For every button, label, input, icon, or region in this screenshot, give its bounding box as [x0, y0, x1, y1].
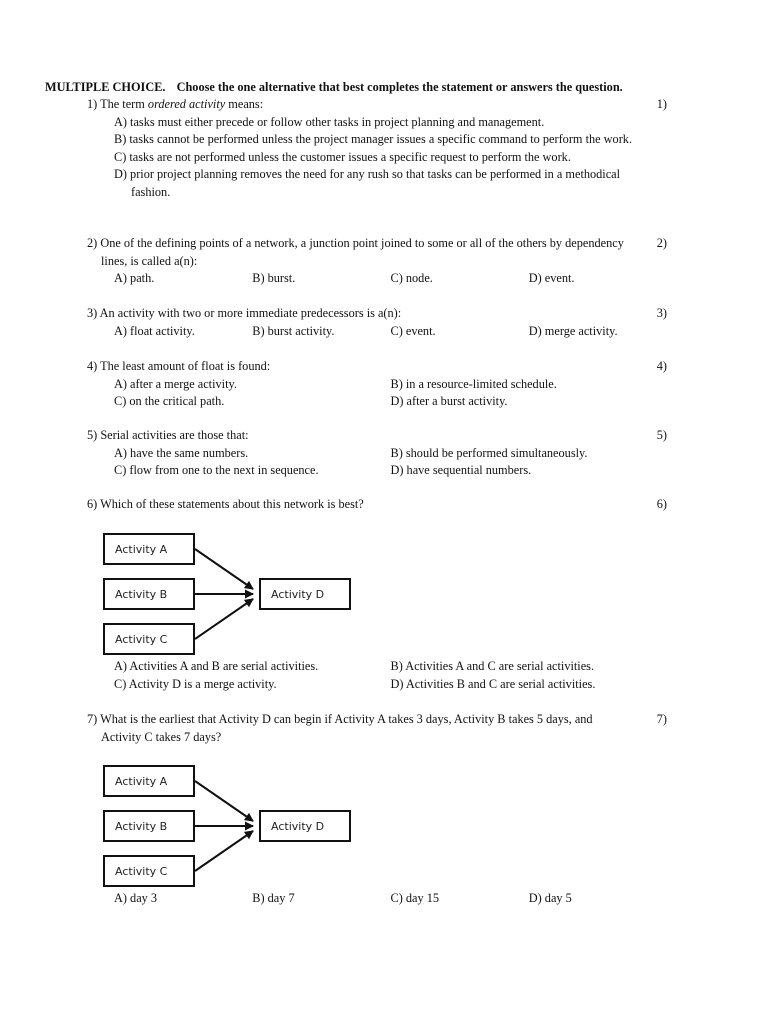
question-number: 3) [87, 306, 98, 320]
option-c[interactable]: C) Activity D is a merge activity. [114, 676, 277, 691]
question-6-options [87, 658, 667, 693]
activity-a-label: Activity A [115, 775, 168, 788]
question-4 [87, 358, 667, 411]
question-stem [87, 96, 667, 114]
stem-text: What is the earliest that Activity D can begin if Activity A takes 3 days, Activity B takes 5 days, and Activity C takes 7 days? [100, 712, 593, 744]
options-row [114, 323, 667, 341]
stem-text-post: means: [225, 97, 264, 111]
option-b[interactable]: B) burst. [252, 271, 296, 286]
question-stem [87, 711, 667, 746]
option-d[interactable]: D) Activities B and C are serial activities. [390, 676, 596, 691]
stem-text: An activity with two or more immediate predecessors is a(n): [99, 306, 402, 320]
section-header [45, 79, 670, 97]
stem-text: Serial activities are those that: [100, 428, 249, 442]
options-row [114, 676, 667, 694]
stem-text: The least amount of float is found: [100, 359, 271, 373]
activity-d-label: Activity D [271, 820, 325, 833]
option-c[interactable]: C) node. [390, 271, 433, 286]
option-c[interactable]: C) event. [390, 323, 436, 338]
answer-number: 3) [656, 306, 667, 320]
stem-text-pre: The term [100, 97, 148, 111]
question-3 [87, 305, 667, 340]
option-a[interactable]: A) after a merge activity. [114, 376, 237, 391]
option-d[interactable]: D) after a burst activity. [390, 394, 508, 409]
answer-number: 6) [656, 497, 667, 511]
activity-a-label: Activity A [115, 543, 168, 556]
option-b[interactable]: B) day 7 [252, 891, 295, 905]
answer-number: 4) [656, 359, 667, 373]
option-a[interactable]: A) path. [114, 271, 155, 286]
option-c[interactable]: C) flow from one to the next in sequence. [114, 463, 319, 478]
question-6 [87, 496, 667, 514]
network-diagram-svg [103, 533, 355, 655]
option-c[interactable]: C) tasks are not performed unless the customer issues a specific request to perform the work. [114, 149, 571, 164]
option-a[interactable]: A) Activities A and B are serial activities. [114, 659, 319, 673]
question-stem [87, 305, 667, 323]
arrow-a-to-d [195, 549, 253, 589]
question-7-options [87, 890, 667, 908]
question-stem [87, 358, 667, 376]
arrow-c-to-d [195, 599, 253, 639]
arrow-a-to-d [195, 781, 253, 821]
network-diagram-svg [103, 765, 355, 887]
question-stem [87, 427, 667, 445]
option-a[interactable]: A) have the same numbers. [114, 445, 249, 460]
option-b[interactable]: B) burst activity. [252, 323, 335, 338]
option-d[interactable]: D) event. [528, 271, 575, 286]
options-row [114, 658, 667, 676]
option-b[interactable]: B) Activities A and C are serial activities. [390, 659, 595, 673]
option-d[interactable]: D) day 5 [528, 891, 572, 905]
question-number: 4) [87, 359, 98, 373]
activity-d-label: Activity D [271, 588, 325, 601]
question-number: 6) [87, 497, 98, 511]
option-d[interactable]: D) have sequential numbers. [390, 463, 532, 478]
question-2 [87, 235, 667, 288]
question-number: 1) [87, 97, 98, 111]
stem-text: One of the defining points of a network, a junction point joined to some or all of the others by dependency lines, is called a(n): [100, 236, 624, 268]
option-b[interactable]: B) in a resource-limited schedule. [390, 376, 557, 391]
activity-c-label: Activity C [115, 633, 168, 646]
question-stem [87, 496, 667, 514]
activity-b-label: Activity B [115, 820, 168, 833]
network-diagram-q6 [103, 533, 355, 655]
question-number: 7) [87, 712, 98, 726]
option-a[interactable]: A) day 3 [114, 891, 158, 905]
options-row [114, 376, 667, 394]
answer-number: 2) [656, 236, 667, 250]
options-row [114, 445, 667, 463]
option-c[interactable]: C) day 15 [390, 891, 439, 905]
option-c[interactable]: C) on the critical path. [114, 394, 225, 409]
answer-number: 5) [656, 428, 667, 442]
option-d[interactable]: D) prior project planning removes the need for any rush so that tasks can be performed in a methodical fashion. [114, 167, 621, 199]
option-a[interactable]: A) float activity. [114, 323, 195, 338]
section-title: MULTIPLE CHOICE. [45, 80, 166, 94]
question-7 [87, 711, 667, 746]
section-instruction: Choose the one alternative that best completes the statement or answers the question. [176, 80, 623, 94]
question-5 [87, 427, 667, 480]
stem-emphasis: ordered activity [147, 97, 226, 111]
arrow-c-to-d [195, 831, 253, 871]
answer-number: 7) [656, 712, 667, 726]
options-row [114, 270, 667, 288]
question-stem [87, 235, 667, 270]
question-1 [87, 96, 667, 202]
option-b[interactable]: B) should be performed simultaneously. [390, 445, 588, 460]
options-row [114, 393, 667, 411]
stem-text: Which of these statements about this network is best? [100, 497, 364, 511]
option-d[interactable]: D) merge activity. [528, 323, 618, 338]
options-row [114, 462, 667, 480]
option-a[interactable]: A) tasks must either precede or follow other tasks in project planning and management. [114, 114, 545, 129]
network-diagram-q7 [103, 765, 355, 887]
activity-c-label: Activity C [115, 865, 168, 878]
answer-number: 1) [656, 97, 667, 111]
activity-b-label: Activity B [115, 588, 168, 601]
question-number: 2) [87, 236, 98, 250]
option-b[interactable]: B) tasks cannot be performed unless the project manager issues a specific command to perform the work. [114, 132, 633, 147]
options-row [114, 890, 667, 908]
question-number: 5) [87, 428, 98, 442]
